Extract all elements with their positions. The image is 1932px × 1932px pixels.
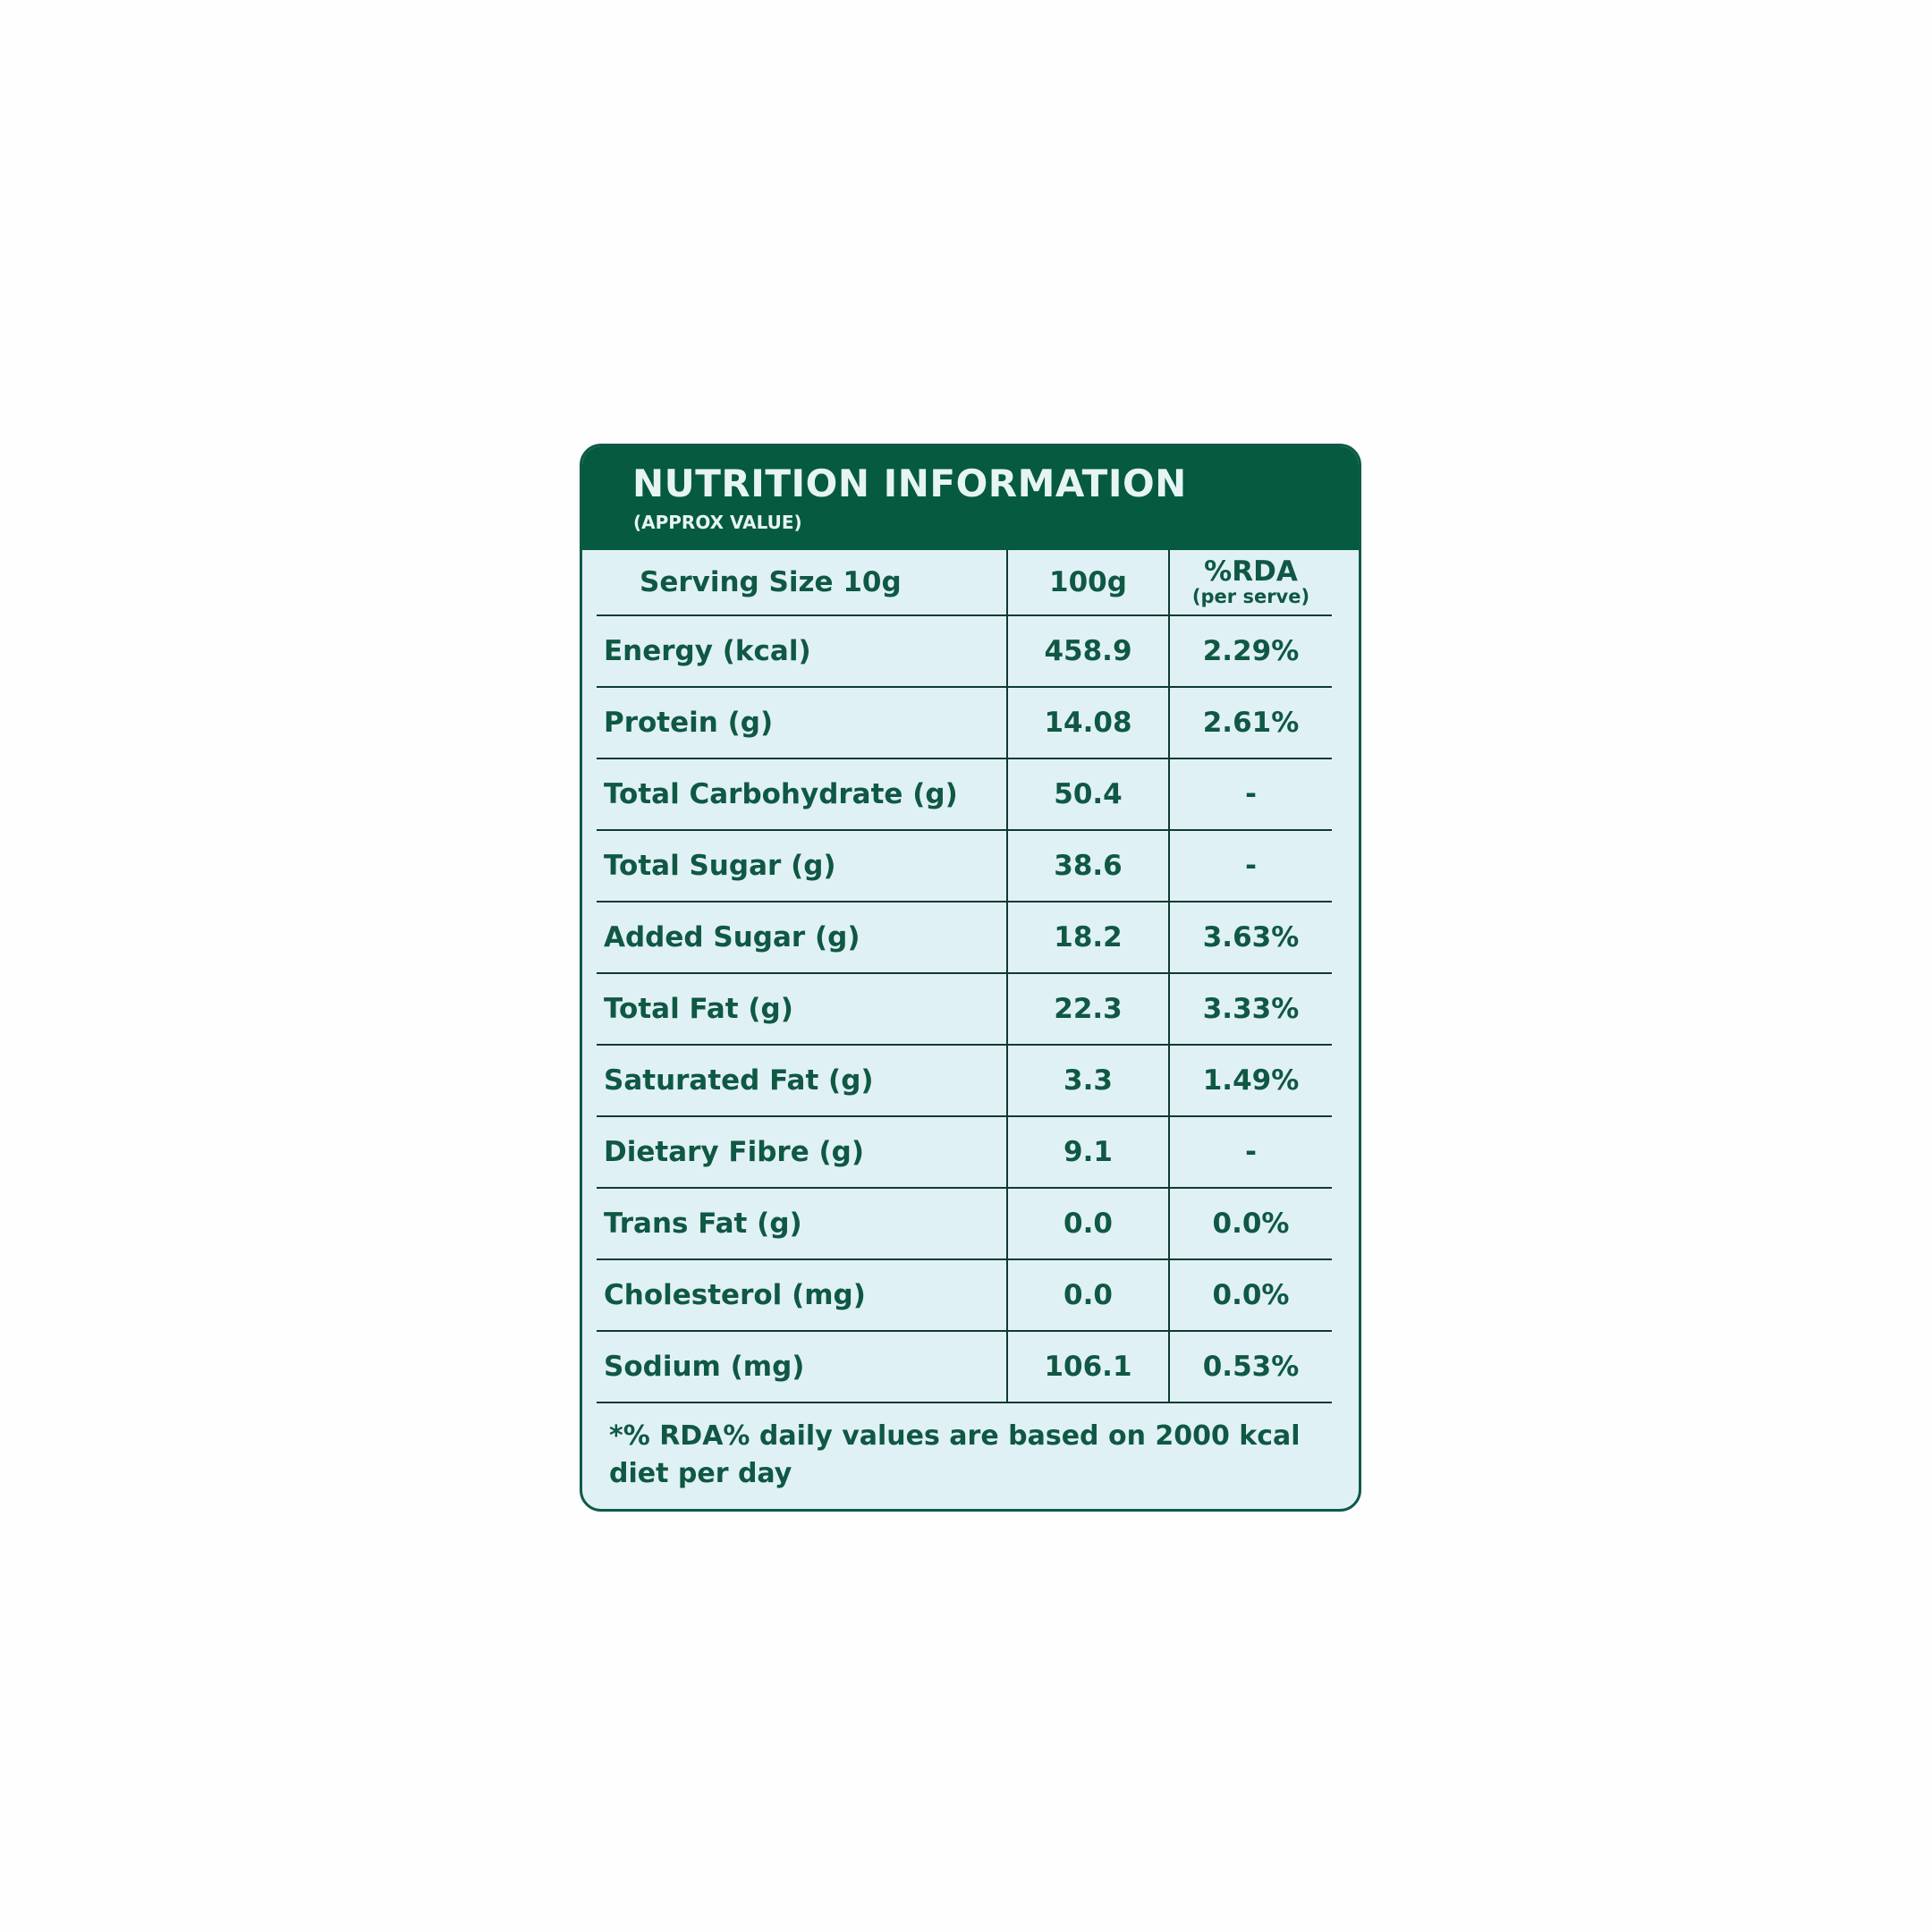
table-row [597,831,1332,902]
panel-title: NUTRITION INFORMATION [632,462,1187,505]
per-100g-value: 106.1 [1006,1332,1168,1402]
nutrient-name: Trans Fat (g) [604,1208,802,1240]
rda-value: - [1168,1117,1332,1187]
nutrient-name: Cholesterol (mg) [604,1279,866,1311]
serving-size-header: Serving Size 10g [640,566,902,598]
nutrition-table [597,550,1332,1403]
table-row [597,1117,1332,1189]
rda-value: 0.0% [1168,1260,1332,1330]
rda-value: - [1168,831,1332,901]
per-100g-value: 0.0 [1006,1189,1168,1258]
table-row [597,1046,1332,1117]
table-row [597,616,1332,688]
rda-value: 3.33% [1168,974,1332,1044]
rda-value: 2.29% [1168,616,1332,686]
nutrient-name: Dietary Fibre (g) [604,1136,865,1168]
per-100g-value: 50.4 [1006,759,1168,829]
table-row [597,1189,1332,1260]
panel-subtitle: (APPROX VALUE) [633,512,802,533]
nutrient-name: Total Fat (g) [604,993,793,1025]
nutrient-name: Sodium (mg) [604,1351,805,1383]
per-100g-value: 18.2 [1006,902,1168,972]
nutrient-name: Energy (kcal) [604,635,811,667]
panel-header [582,446,1359,550]
table-header-row [597,550,1332,616]
rda-value: 3.63% [1168,902,1332,972]
per-100g-value: 38.6 [1006,831,1168,901]
table-row [597,1332,1332,1403]
per-100g-value: 22.3 [1006,974,1168,1044]
nutrient-name: Total Sugar (g) [604,850,836,882]
nutrient-name: Total Carbohydrate (g) [604,778,958,810]
rda-value: - [1168,759,1332,829]
rda-header [1168,550,1332,614]
table-row [597,902,1332,974]
per-100g-value: 9.1 [1006,1117,1168,1187]
nutrient-name: Added Sugar (g) [604,921,860,953]
table-row [597,688,1332,759]
rda-value: 1.49% [1168,1046,1332,1115]
nutrition-panel [580,444,1361,1512]
rda-value: 2.61% [1168,688,1332,758]
table-row [597,974,1332,1046]
nutrient-name: Protein (g) [604,707,774,739]
per-100g-header: 100g [1006,550,1168,614]
nutrient-name: Saturated Fat (g) [604,1064,874,1097]
rda-value: 0.0% [1168,1189,1332,1258]
table-body [597,616,1332,1403]
rda-header-label: %RDA [1204,555,1298,588]
rda-value: 0.53% [1168,1332,1332,1402]
rda-header-note: (per serve) [1191,586,1310,607]
table-row [597,1260,1332,1332]
table-row [597,759,1332,831]
per-100g-value: 0.0 [1006,1260,1168,1330]
footnote: *% RDA% daily values are based on 2000 kcal diet per day [609,1420,1301,1489]
per-100g-value: 458.9 [1006,616,1168,686]
per-100g-value: 3.3 [1006,1046,1168,1115]
per-100g-value: 14.08 [1006,688,1168,758]
